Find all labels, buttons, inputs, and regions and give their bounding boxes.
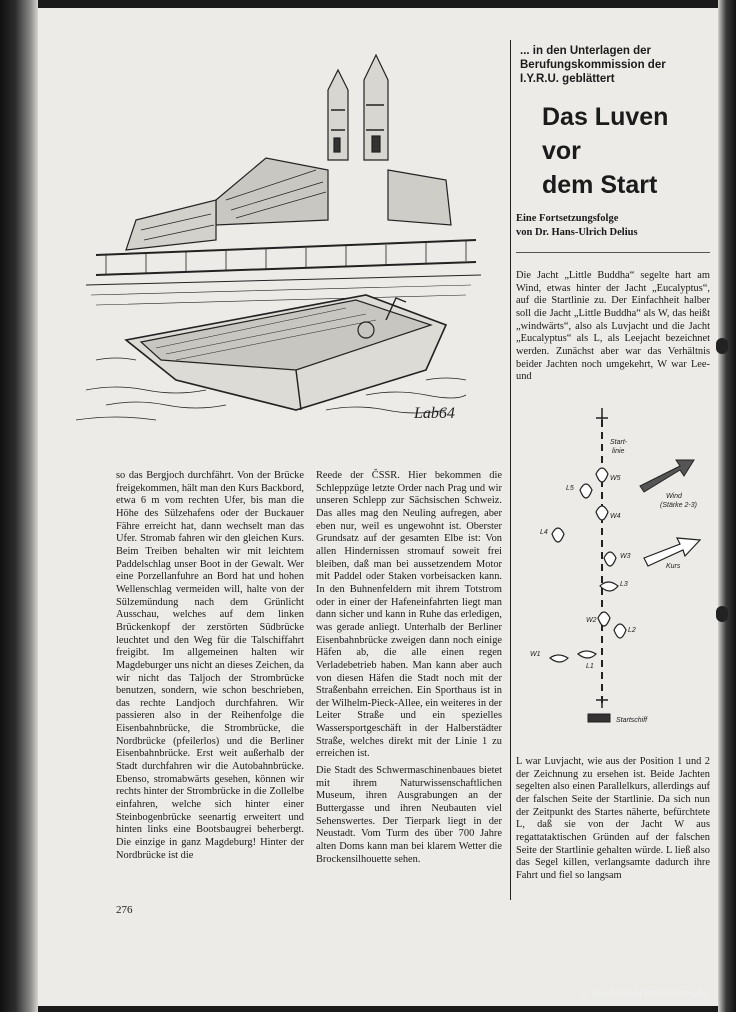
start-mark-icon — [596, 408, 608, 420]
binder-hole — [716, 338, 728, 354]
start-ship-icon — [588, 714, 610, 722]
paragraph: L war Luvjacht, wie aus der Position 1 und 2 der Zeichnung zu ersehen ist. Beide Jachten segelten also einen Parallelkurs, allerdings auf der falschen Seite der Startlinie. Da sich nun der Zeitpunkt des Startes näherte, befürchtete L, daß sie von der Jacht W aus regattataktischen Gründen auf der falschen Seite der Startlinie gehalten würde. L ließ also das Segel killen, verlangsamte dadurch ihre Fahrt und fiel so langsam — [516, 756, 710, 881]
header-divider — [516, 252, 710, 253]
wind-arrow-icon — [640, 460, 694, 492]
diagram-label-l4: L4 — [540, 529, 548, 536]
column-right-bottom — [516, 756, 710, 887]
diagram-label-w5: W5 — [610, 475, 621, 482]
cathedral-river-sketch — [66, 50, 486, 430]
column-middle — [316, 470, 502, 870]
watermark: © yachtsportmuseum.de — [580, 988, 709, 1000]
column-left — [116, 470, 304, 866]
paragraph: so das Bergjoch durchfährt. Von der Brücke freigekommen, hält man den Kurs Backbord, etwa 6 m vom rechten Ufer, bis man die Höhe des Sülzehafens oder der Buckauer Fähre erreicht hat, dann wechselt man das Ufer. Stromab fahren wir den gleichen Kurs. Beim Treiben behalten wir mit leichtem Paddelschlag unser Boot in der Gewalt. Wer eine Porzellanfuhre an Bord hat und hohen Wellenschlag vermeiden will, halte von der Sülzemündung nach dem Grünlicht Ausschau, welches auf dem linken Brückenkopf der zerstörten Südbrücke leuchtet und den Weg für die Talschiffahrt freigibt. Im allgemeinen halten wir Magdeburger uns nicht an dieses Zeichen, da wir nicht das Taljoch der Strombrücke benutzen, sondern, wie schon beschrieben, das rechte Landjoch durchfahren. Wir passieren also in der Reihenfolge die Eisenbahnbrücke, die Strombrücke, die Nordbrücke (pfeilerlos) und die Berliner Eisenbahnbrücke. Erst weit außerhalb der Stadt durchfahren wir die Autobahnbrücke. Ebenso, stromabwärts gesehen, können wir rechts hinter der Strombrücke in die Zollelbe einfahren, welche sich hinter einer Steinbogenbrücke seenartig erweitert und hinten links eine Bootsbaugrei beherbergt. Die einzige in ganz Magdeburg! Hinter der Nordbrücke ist die — [116, 470, 304, 861]
diagram-label-w2: W2 — [586, 617, 597, 624]
boat-w4 — [596, 506, 608, 520]
boat-w1 — [550, 655, 568, 662]
diagram-label-start-ship: Startschiff — [616, 717, 648, 724]
boat-w5 — [596, 468, 608, 482]
author-line: von Dr. Hans-Ulrich Delius — [516, 227, 638, 238]
column-divider — [510, 40, 511, 900]
diagram-label-l2: L2 — [628, 627, 636, 634]
paragraph: Reede der ČSSR. Hier bekommen die Schleppzüge letzte Order nach Prag und wir unseren Schlepp zur Sächsischen Schweiz. Das alles mag den Neuling aufregen, aber eben nur, weil es ungewohnt ist. Oberster Grundsatz auf der gesamten Elbe ist: Von allen Hindernissen stromauf soweit frei bleiben, daß man bei aussetzendem Motor mit Paddel oder Staken vorbeisacken kann. In den Buhnenfeldern mit ihrem Totstrom oder in einer der Hafeneinfahrten liegt man dann sicher und kann in Ruhe das erledigen, was gerade anliegt. Unterhalb der Berliner Eisenbahnbrücke zweigen dann noch einige Häfen ab, die alle einen regen Verladebetrieb haben. Man kann aber auch von diesen Häfen die Stadt noch mit der Straßenbahn erreichen. Ein Sporthaus ist in der Wilhelm-Pieck-Allee, ein weiteres in der Leiter Straße und ein spezielles Wassersportgeschäft in der Halberstädter Straße, welches direkt mit der Linie 1 zu erreichen ist. — [316, 470, 502, 760]
binder-hole — [716, 606, 728, 622]
boat-l4 — [552, 528, 564, 542]
diagram-label-wind: Wind — [666, 493, 682, 500]
title-line: Das Luven — [542, 103, 669, 131]
column-right-top — [516, 270, 710, 388]
page-number: 276 — [116, 904, 133, 916]
page-edge-shadow — [718, 0, 736, 1012]
kicker-text: ... in den Unterlagen der Berufungskommission der I.Y.R.U. geblättert — [520, 45, 666, 85]
boat-l1 — [578, 651, 596, 658]
diagram-label-l5: L5 — [566, 485, 574, 492]
diagram-label-w1: W1 — [530, 651, 541, 658]
start-situation-diagram — [520, 408, 716, 738]
article-subtitle — [516, 212, 716, 240]
diagram-label-start-line: linie — [612, 448, 625, 455]
diagram-label-w4: W4 — [610, 513, 621, 520]
boat-w2 — [598, 612, 610, 626]
book-binding-shadow — [0, 0, 38, 1012]
boat-l5 — [580, 484, 592, 498]
title-line: dem Start — [542, 171, 658, 199]
paragraph: Die Stadt des Schwermaschinenbaues bietet mit ihrem Naturwissenschaftlichen Museum, ihren Ausgrabungen an der Buttergasse und ihren Neubauten viel Sehenswertes. Der Tierpark liegt in der Neustadt. Vom Turm des über 700 Jahre alten Doms kann man bei klarem Wetter die Brockensilhouette sehen. — [316, 765, 502, 865]
diagram-label-l1: L1 — [586, 663, 594, 670]
diagram-label-wind-strength: (Stärke 2-3) — [660, 502, 697, 509]
subtitle-line: Eine Fortsetzungsfolge — [516, 213, 619, 224]
diagram-label-l3: L3 — [620, 581, 628, 588]
diagram-label-course: Kurs — [666, 563, 681, 570]
course-arrow-icon — [644, 538, 700, 566]
paragraph: Die Jacht „Little Buddha“ segelte hart am Wind, etwas hinter der Jacht „Eucalyptus“, auf die Startlinie zu. Der Einfachheit halber soll die Jacht „Little Buddha“ als W, das heißt „windwärts“, also als Luvjacht und die Jacht „Eucalyptus“ als L, als Leejacht bezeichnet werden. Zunächst aber war das Verhältnis beider Jachten noch umgekehrt, W war Lee- und — [516, 270, 710, 383]
title-line: vor — [542, 137, 581, 165]
boat-w3 — [604, 552, 616, 566]
article-title — [542, 100, 702, 202]
diagram-label-w3: W3 — [620, 553, 631, 560]
diagram-label-start: Start- — [610, 439, 628, 446]
boat-l2 — [614, 624, 626, 638]
artist-signature: Lab64 — [414, 405, 455, 422]
